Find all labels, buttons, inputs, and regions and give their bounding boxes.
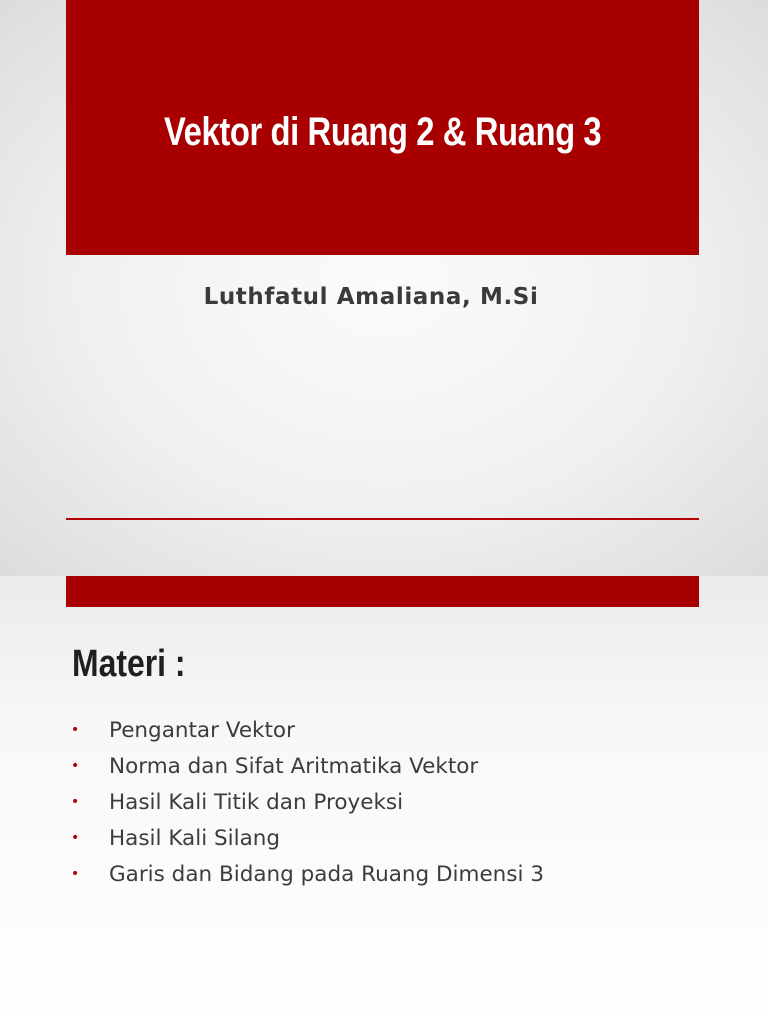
bullet-icon: • [71, 830, 80, 846]
bullet-icon: • [71, 722, 80, 738]
title-banner [66, 0, 699, 255]
topic-text: Hasil Kali Titik dan Proyeksi [109, 789, 404, 815]
topic-text: Garis dan Bidang pada Ruang Dimensi 3 [109, 861, 544, 887]
content-slide [0, 576, 768, 1024]
slide-title: Vektor di Ruang 2 & Ruang 3 [163, 110, 602, 154]
list-item [70, 784, 544, 820]
list-item [70, 856, 544, 892]
list-item [70, 820, 544, 856]
bullet-icon: • [71, 794, 80, 810]
slide-heading: Materi : [72, 643, 186, 685]
topic-text: Norma dan Sifat Aritmatika Vektor [109, 753, 479, 779]
bullet-icon: • [71, 866, 80, 882]
topic-text: Hasil Kali Silang [109, 825, 281, 851]
list-item [70, 712, 544, 748]
topic-text: Pengantar Vektor [109, 717, 295, 743]
divider-line [66, 518, 699, 520]
list-item [70, 748, 544, 784]
topic-list [70, 712, 544, 892]
bullet-icon: • [71, 758, 80, 774]
header-band [66, 576, 699, 607]
author-subtitle: Luthfatul Amaliana, M.Si [203, 284, 539, 310]
